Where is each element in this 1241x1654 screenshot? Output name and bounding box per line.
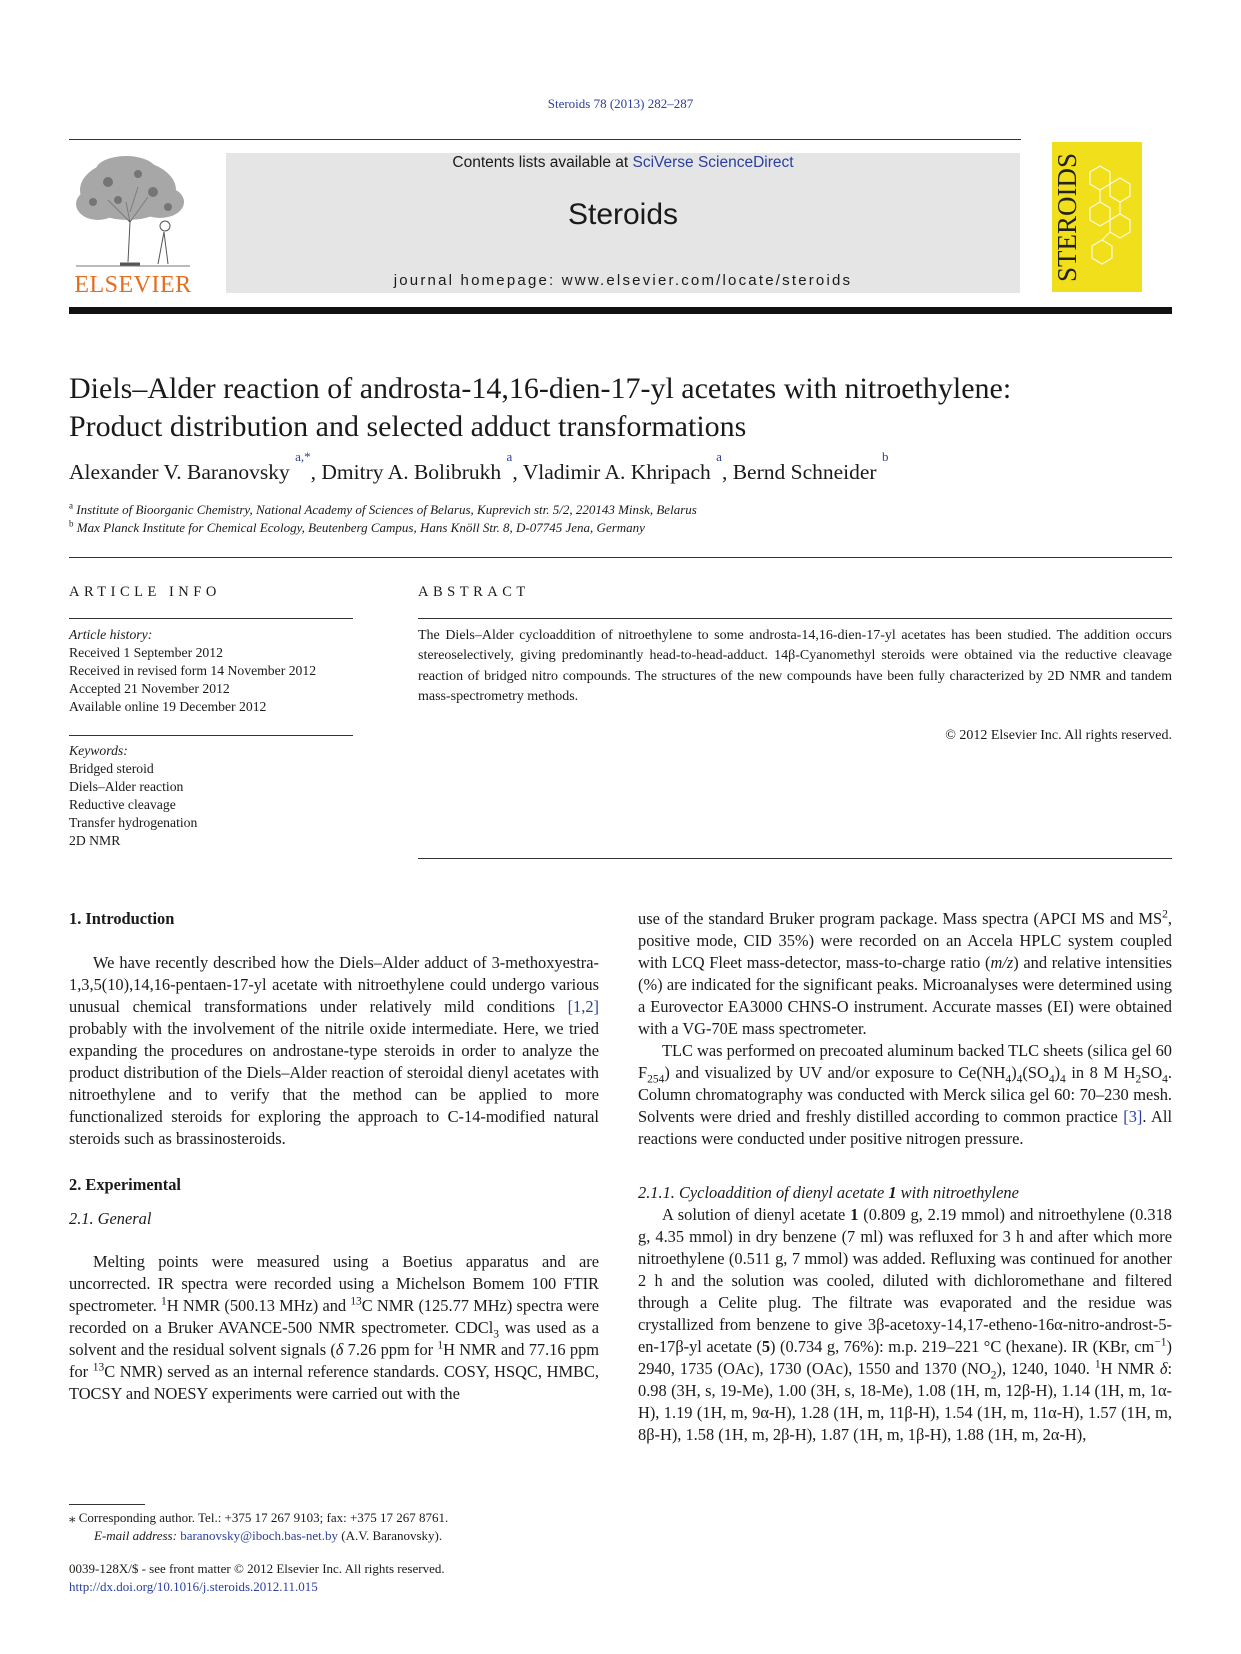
paragraph: TLC was performed on precoated aluminum backed TLC sheets (silica gel 60 $F_{254}$) and visualized by UV and/or exposure to $Ce(NH_4)_4(SO_4)_4$ in 8 M $H_2SO_4$. Column chromatography was conducted with Merck silica gel 60: 70–230 mesh. Solvents were dried and freshly distilled according to common practice [3]. All reactions were conducted under positive nitrogen pressure. [638, 1041, 1172, 1148]
author-list: Alexander V. Baranovsky $^{a,*}$, Dmitry A. Bolibrukh $^a$, Vladimir A. Khripach $^a$, Bernd Schneider $^b$ [69, 449, 889, 484]
header-thick-rule [69, 307, 1172, 314]
subsection-heading: 2.1. General [69, 1209, 152, 1228]
abstract-rule [418, 618, 1172, 619]
section-heading: 1. Introduction [69, 909, 175, 928]
keyword: 2D NMR [69, 833, 121, 848]
cover-title: STEROIDS [1052, 152, 1082, 282]
info-rule [69, 618, 353, 619]
corresponding-footnote: ⁎ Corresponding author. Tel.: +375 17 267 9103; fax: +375 17 267 8761. [69, 1510, 449, 1525]
abstract-text: The Diels–Alder cycloaddition of nitroethylene to some androsta-14,16-dien-17-yl acetates has been studied. The addition occurs stereoselectively, giving predominantly head-to-head-adduct. 14β-Cyanomethyl steroids were obtained via the reductive cleavage reaction of bridged nitro compounds. The structures of the new compounds have been fully characterized by 2D NMR and tandem mass-spectrometry methods. [418, 628, 1172, 705]
author-mark[interactable]: a [716, 449, 722, 464]
journal-cover-image [1052, 142, 1142, 292]
author-mark[interactable]: a [506, 449, 513, 464]
email-link[interactable]: baranovsky@iboch.bas-net.by [180, 1528, 339, 1543]
abstract-heading: ABSTRACT [418, 584, 530, 600]
article-info-heading: ARTICLE INFO [69, 584, 221, 600]
journal-name: Steroids [567, 198, 679, 231]
elsevier-logo-text: ELSEVIER [74, 272, 192, 298]
left-column [69, 908, 599, 1405]
doi-link[interactable]: http://dx.doi.org/10.1016/j.steroids.2012.11.015 [69, 1579, 318, 1594]
journal-homepage[interactable]: journal homepage: www.elsevier.com/locate/steroids [393, 272, 853, 289]
keyword: Diels–Alder reaction [69, 779, 184, 794]
keywords: Keywords: Bridged steroid Diels–Alder reaction Reductive cleavage Transfer hydrogenation 2D NMR [69, 742, 359, 850]
author-name: Bernd Schneider [732, 460, 877, 484]
footnote-rule [69, 1504, 145, 1505]
history-item: Received 1 September 2012 [69, 645, 223, 660]
reference-link[interactable]: [1,2] [567, 997, 599, 1016]
affiliation: $^a$ Institute of Bioorganic Chemistry, National Academy of Sciences of Belarus, Kuprevich str. 5/2, 220143 Minsk, Belarus [69, 500, 697, 517]
paragraph-continued: use of the standard Bruker program package. Mass spectra (APCI MS and $MS^2$, positive mode, CID 35%) were recorded on an Accela HPLC system coupled with LCQ Fleet mass-detector, mass-to-charge ratio (m/z) and relative intensities (%) are indicated for the significant peaks. Microanalyses were determined using a Eurovector EA3000 CHNS-O instrument. Accurate masses (EI) were obtained with a VG-70E mass spectrometer. [638, 908, 1172, 1038]
author-name: Dmitry A. Bolibrukh [321, 460, 502, 484]
right-column [638, 908, 1172, 1446]
article-title: Diels–Alder reaction of androsta-14,16-dien-17-yl acetates with nitroethylene: Product distribution and selected adduct transformations [69, 372, 1012, 443]
article-history: Article history: Received 1 September 2012 Received in revised form 14 November 2012 Accepted 21 November 2012 Available online 19 December 2012 [69, 626, 359, 716]
paragraph: A solution of dienyl acetate 1 (0.809 g, 2.19 mmol) and nitroethylene (0.318 g, 4.35 mmol) in dry benzene (7 ml) was refluxed for 3 h and after which more nitroethylene (0.511 g, 7 mmol) was added. Refluxing was continued for another 2 h and the solution was cooled, diluted with dichloromethane and filtered through a Celite plug. The filtrate was evaporated and the residue was crystallized from benzene to give 3β-acetoxy-14,17-etheno-16α-nitro-androst-5-en-17β-yl acetate (5) (0.734 g, 76%): m.p. 219–221 °C (hexane). IR (KBr, $cm^{-1}$) 2940, 1735 (OAc), 1730 (OAc), 1550 and 1370 $(NO_2)$, 1240, 1040. $^1$H NMR δ: 0.98 (3H, s, 19-Me), 1.00 (3H, s, 18-Me), 1.08 (1H, m, 12β-H), 1.14 (1H, m, 1α-H), 1.19 (1H, m, 9α-H), 1.28 (1H, m, 11β-H), 1.54 (1H, m, 11α-H), 1.57 (1H, m, 8β-H), 1.58 (1H, m, 2β-H), 1.87 (1H, m, 1β-H), 1.88 (1H, m, 2α-H), [638, 1205, 1172, 1444]
author-name: Alexander V. Baranovsky [69, 460, 290, 484]
contents-line: Contents lists available at SciVerse ScienceDirect [452, 154, 794, 171]
keyword: Bridged steroid [69, 761, 154, 776]
publication-info: 0039-128X/$ - see front matter © 2012 Elsevier Inc. All rights reserved. http://dx.doi.org/10.1016/j.steroids.2012.11.015 [69, 1561, 445, 1594]
reference-link[interactable]: [3] [1123, 1107, 1143, 1126]
info-rule [69, 735, 353, 736]
affiliation: $^b$ Max Planck Institute for Chemical Ecology, Beutenberg Campus, Hans Knöll Str. 8, D-07745 Jena, Germany [69, 518, 645, 535]
keyword: Transfer hydrogenation [69, 815, 198, 830]
history-item: Accepted 21 November 2012 [69, 681, 230, 696]
abstract-end-rule [418, 858, 1172, 859]
paragraph: Melting points were measured using a Boetius apparatus and are uncorrected. IR spectra were recorded using a Michelson Bomem 100 FTIR spectrometer. $^1$H NMR (500.13 MHz) and $^{13}$C NMR (125.77 MHz) spectra were recorded on a Bruker AVANCE-500 NMR spectrometer. CDCl$_3$ was used as a solvent and the residual solvent signals (δ 7.26 ppm for $^1$H NMR and 77.16 ppm for $^{13}$C NMR) served as an internal reference standards. COSY, HSQC, HMBC, TOCSY and NOESY experiments were carried out with the [69, 1252, 600, 1403]
history-item: Available online 19 December 2012 [69, 699, 267, 714]
paragraph: We have recently described how the Diels–Alder adduct of 3-methoxyestra-1,3,5(10),14,16-pentaen-17-yl acetate with nitroethylene could undergo various unusual chemical transformations under relatively mild conditions [1,2] probably with the involvement of the nitrile oxide intermediate. Here, we tried expanding the procedures on androstane-type steroids in order to analyze the product distribution of the Diels–Alder reaction of steroidal dienyl acetates with nitroethylene and to verify that the method can be applied to more functionalized steroids for exploring the approach to C-14-modified natural steroids such as brassinosteroids. [69, 953, 599, 1148]
sciencedirect-link[interactable]: SciVerse ScienceDirect [632, 154, 794, 171]
author-mark[interactable]: a,* [295, 449, 311, 464]
subsection-heading: 2.1.1. Cycloaddition of dienyl acetate 1 with nitroethylene [638, 1183, 1019, 1202]
footnotes: ⁎ Corresponding author. Tel.: +375 17 267 9103; fax: +375 17 267 8761. E-mail address: baranovsky@iboch.bas-net.by (A.V. Baranovsky). [69, 1509, 609, 1545]
section-rule [69, 557, 1172, 558]
author-name: Vladimir A. Khripach [522, 460, 711, 484]
section-heading: 2. Experimental [69, 1175, 181, 1194]
header-rule [69, 139, 1021, 140]
history-item: Received in revised form 14 November 2012 [69, 663, 317, 678]
journal-citation[interactable]: Steroids 78 (2013) 282–287 [547, 96, 694, 111]
author-mark[interactable]: b [881, 449, 889, 464]
keyword: Reductive cleavage [69, 797, 176, 812]
abstract-copyright: © 2012 Elsevier Inc. All rights reserved. [945, 728, 1172, 743]
